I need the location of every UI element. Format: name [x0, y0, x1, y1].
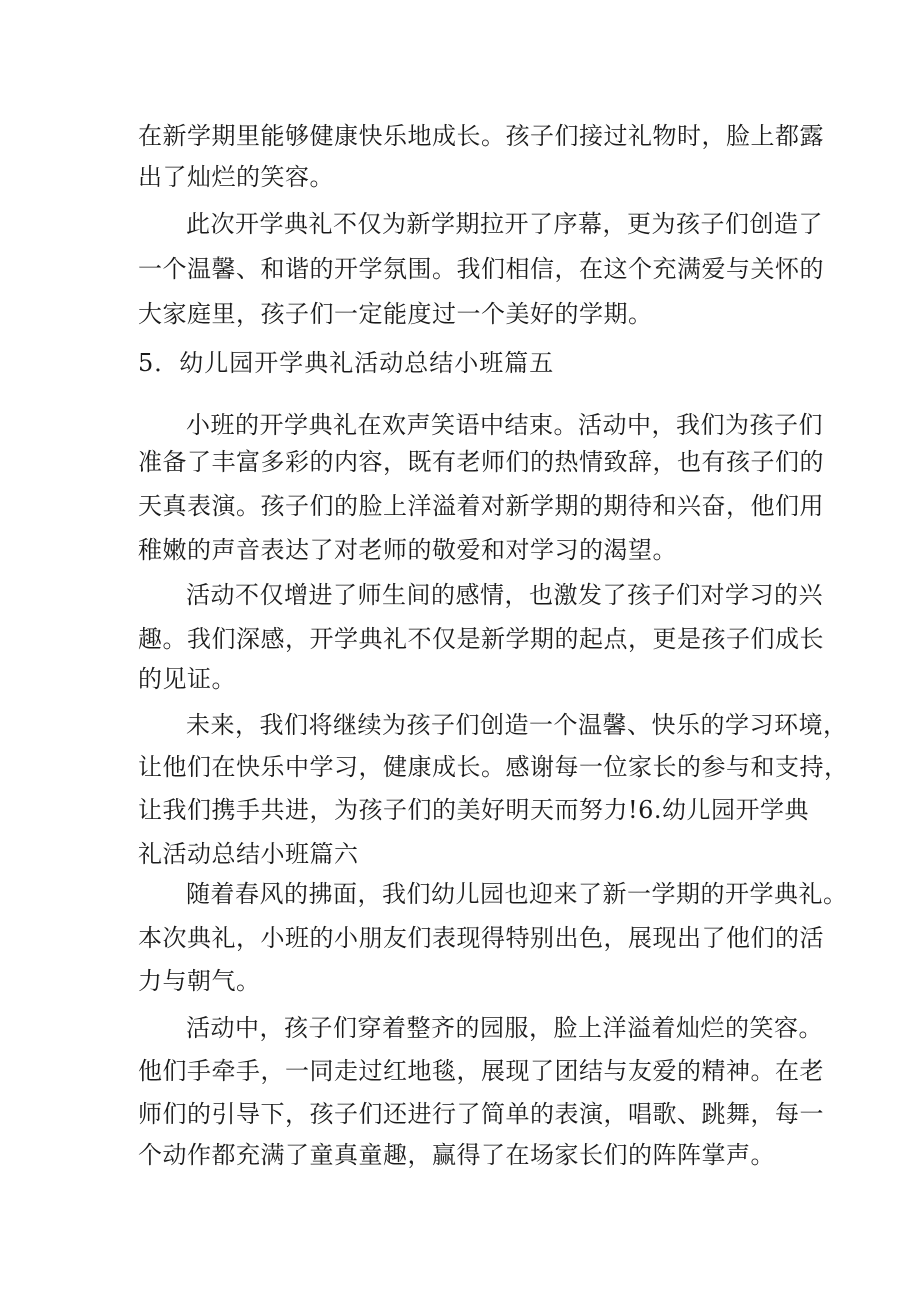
paragraph-line: 大家庭里，孩子们一定能度过一个美好的学期。 — [138, 300, 653, 328]
paragraph-line: 小班的开学典礼在欢声笑语中结束。活动中，我们为孩子们 — [186, 411, 823, 439]
paragraph-line: 让我们携手共进，为孩子们的美好明天而努力!6.幼儿园开学典 — [138, 796, 810, 824]
paragraph-line: 准备了丰富多彩的内容，既有老师们的热情致辞，也有孩子们的 — [138, 448, 824, 476]
paragraph-line: 趣。我们深感，开学典礼不仅是新学期的起点，更是孩子们成长 — [138, 625, 824, 653]
paragraph-line: 让他们在快乐中学习，健康成长。感谢每一位家长的参与和支持， — [138, 753, 849, 781]
paragraph-line: 随着春风的拂面，我们幼儿园也迎来了新一学期的开学典礼。 — [186, 880, 848, 908]
paragraph-line: 出了灿烂的笑容。 — [138, 163, 334, 191]
paragraph-line: 此次开学典礼不仅为新学期拉开了序幕，更为孩子们创造了 — [186, 210, 823, 238]
paragraph-line: 的见证。 — [138, 665, 236, 693]
paragraph-line: 礼活动总结小班篇六 — [138, 840, 359, 868]
paragraph-line: 活动不仅增进了师生间的感情，也激发了孩子们对学习的兴 — [186, 581, 823, 609]
paragraph-line: 天真表演。孩子们的脸上洋溢着对新学期的期待和兴奋，他们用 — [138, 492, 824, 520]
paragraph-line: 个动作都充满了童真童趣，赢得了在场家长们的阵阵掌声。 — [138, 1141, 775, 1169]
paragraph-line: 在新学期里能够健康快乐地成长。孩子们接过礼物时，脸上都露 — [138, 122, 824, 150]
paragraph-line: 稚嫩的声音表达了对老师的敬爱和对学习的渴望。 — [138, 536, 677, 564]
paragraph-line: 活动中，孩子们穿着整齐的园服，脸上洋溢着灿烂的笑容。 — [186, 1014, 823, 1042]
paragraph-line: 本次典礼，小班的小朋友们表现得特别出色，展现出了他们的活 — [138, 924, 824, 952]
paragraph-line: 未来，我们将继续为孩子们创造一个温馨、快乐的学习环境， — [186, 711, 848, 739]
paragraph-line: 他们手牵手，一同走过红地毯，展现了团结与友爱的精神。在老 — [138, 1057, 824, 1085]
section-heading: 5．幼儿园开学典礼活动总结小班篇五 — [138, 349, 555, 377]
paragraph-line: 师们的引导下，孩子们还进行了简单的表演，唱歌、跳舞，每一 — [138, 1100, 824, 1128]
paragraph-line: 力与朝气。 — [138, 967, 261, 995]
paragraph-line: 一个温馨、和谐的开学氛围。我们相信，在这个充满爱与关怀的 — [138, 255, 824, 283]
